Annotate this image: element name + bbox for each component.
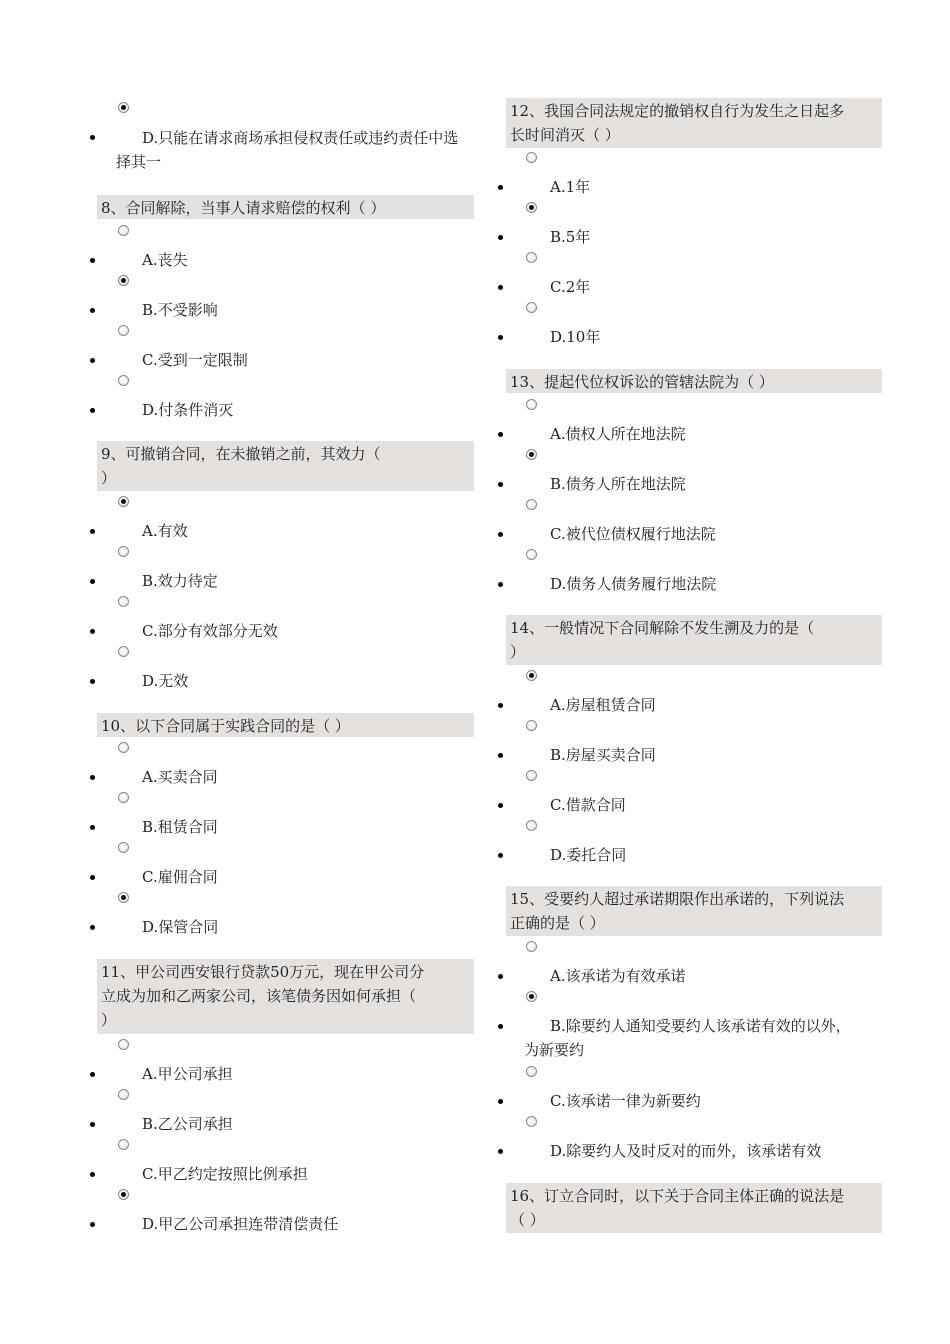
- option-text: D.委托合同: [550, 846, 627, 864]
- bullet: [90, 1172, 95, 1177]
- bullet: [90, 258, 95, 263]
- option-text: C.2年: [550, 278, 591, 296]
- option-text: D.保管合同: [142, 918, 219, 936]
- option-text: A.甲公司承担: [142, 1065, 233, 1083]
- option-text: D.无效: [142, 672, 189, 690]
- option-text: B.房屋买卖合同: [550, 746, 656, 764]
- question-15-title: 15、受要约人超过承诺期限作出承诺的，下列说法: [510, 890, 845, 908]
- radio-q10-option-a[interactable]: [118, 742, 129, 753]
- question-13-header: [506, 369, 882, 393]
- option-q15-c: [550, 1089, 701, 1113]
- option-q11-a: [142, 1062, 233, 1086]
- bullet: [90, 679, 95, 684]
- bullet: [90, 825, 95, 830]
- option-text: D.只能在请求商场承担侵权责任或违约责任中选择其一: [116, 129, 459, 171]
- bullet: [498, 335, 503, 340]
- option-q13-d: [550, 572, 716, 596]
- bullet: [90, 1122, 95, 1127]
- radio-q8-option-a[interactable]: [118, 225, 129, 236]
- option-q12-a: [550, 175, 590, 199]
- bullet: [90, 408, 95, 413]
- question-13-title: 13、提起代位权诉讼的管辖法院为（ ）: [510, 373, 774, 391]
- question-14-title: 14、一般情况下合同解除不发生溯及力的是（: [510, 619, 815, 637]
- option-q8-b: [142, 298, 218, 322]
- bullet: [90, 308, 95, 313]
- radio-q12-option-a[interactable]: [526, 152, 537, 163]
- bullet: [90, 529, 95, 534]
- question-14-header: [506, 615, 882, 665]
- bullet: [90, 1222, 95, 1227]
- option-text: A.该承诺为有效承诺: [550, 967, 686, 985]
- question-16-title: 16、订立合同时，以下关于合同主体正确的说法是: [510, 1187, 845, 1205]
- radio-q10-option-d[interactable]: [118, 892, 129, 903]
- question-12-title-line2: 长时间消灭（ ）: [510, 126, 620, 144]
- option-q11-d: [142, 1212, 338, 1236]
- question-12-header: [506, 98, 882, 148]
- option-text-line2: 为新要约: [524, 1041, 585, 1059]
- option-text: B.租赁合同: [142, 818, 218, 836]
- radio-q11-option-b[interactable]: [118, 1089, 129, 1100]
- radio-q9-option-b[interactable]: [118, 546, 129, 557]
- option-text: C.部分有效部分无效: [142, 622, 278, 640]
- option-text: A.房屋租赁合同: [550, 696, 656, 714]
- bullet: [90, 1072, 95, 1077]
- radio-q13-option-d[interactable]: [526, 549, 537, 560]
- bullet: [498, 1099, 503, 1104]
- option-text: B.乙公司承担: [142, 1115, 233, 1133]
- option-q14-a: [550, 693, 656, 717]
- option-q8-a: [142, 248, 188, 272]
- option-q14-b: [550, 743, 656, 767]
- option-q10-d: [142, 915, 218, 939]
- option-text: B.除要约人通知受要约人该承诺有效的以外，: [550, 1017, 851, 1035]
- question-8-title: 8、合同解除，当事人请求赔偿的权利（ ）: [101, 199, 386, 217]
- option-text: C.雇佣合同: [142, 868, 218, 886]
- radio-q8-option-c[interactable]: [118, 325, 129, 336]
- option-text: C.受到一定限制: [142, 351, 248, 369]
- bullet: [498, 803, 503, 808]
- option-q11-b: [142, 1112, 233, 1136]
- question-12-title: 12、我国合同法规定的撤销权自行为发生之日起多: [510, 102, 845, 120]
- option-q9-a: [142, 519, 188, 543]
- question-11-title-line3: ）: [101, 1011, 117, 1029]
- question-16-title-line2: （ ）: [510, 1211, 545, 1229]
- option-text: A.有效: [142, 522, 188, 540]
- radio-q15-option-a[interactable]: [526, 941, 537, 952]
- option-text: C.该承诺一律为新要约: [550, 1092, 701, 1110]
- bullet: [498, 853, 503, 858]
- radio-q15-option-c[interactable]: [526, 1066, 537, 1077]
- bullet: [498, 1149, 503, 1154]
- option-q15-a: [550, 964, 686, 988]
- bullet: [498, 482, 503, 487]
- question-8-header: [97, 195, 474, 219]
- option-text: A.丧失: [142, 251, 188, 269]
- option-text: B.债务人所在地法院: [550, 475, 686, 493]
- option-text: B.5年: [550, 228, 591, 246]
- option-text: D.除要约人及时反对的而外，该承诺有效: [550, 1142, 822, 1160]
- radio-q10-option-b[interactable]: [118, 792, 129, 803]
- bullet: [498, 432, 503, 437]
- option-q8-c: [142, 348, 248, 372]
- option-q9-d: [142, 669, 188, 693]
- radio-q14-option-b[interactable]: [526, 720, 537, 731]
- radio-q9-option-a[interactable]: [118, 496, 129, 507]
- option-text: D.付条件消灭: [142, 401, 234, 419]
- radio-q14-option-c[interactable]: [526, 770, 537, 781]
- bullet: [90, 579, 95, 584]
- radio-q12-option-c[interactable]: [526, 252, 537, 263]
- question-10-title: 10、以下合同属于实践合同的是（ ）: [101, 717, 350, 735]
- question-9-header: [97, 441, 474, 491]
- option-q10-b: [142, 815, 218, 839]
- option-text: D.10年: [550, 328, 601, 346]
- option-text: D.债务人债务履行地法院: [550, 575, 717, 593]
- option-top-d: [116, 126, 466, 174]
- radio-q9-option-d[interactable]: [118, 646, 129, 657]
- radio-q13-option-c[interactable]: [526, 499, 537, 510]
- radio-q10-option-c[interactable]: [118, 842, 129, 853]
- bullet: [498, 703, 503, 708]
- bullet: [90, 775, 95, 780]
- option-text: C.被代位债权履行地法院: [550, 525, 716, 543]
- option-q15-b: [524, 1014, 851, 1062]
- option-q14-c: [550, 793, 626, 817]
- question-9-title: 9、可撤销合同，在未撤销之前，其效力（: [101, 445, 381, 463]
- option-text: B.效力待定: [142, 572, 218, 590]
- bullet: [90, 135, 95, 140]
- option-q14-d: [550, 843, 626, 867]
- radio-q12-option-b[interactable]: [526, 202, 537, 213]
- option-text: B.不受影响: [142, 301, 218, 319]
- radio-q9-option-c[interactable]: [118, 596, 129, 607]
- bullet: [498, 285, 503, 290]
- bullet: [498, 1024, 503, 1029]
- bullet: [498, 185, 503, 190]
- radio-q11-option-c[interactable]: [118, 1139, 129, 1150]
- radio-top-option-d[interactable]: [118, 102, 129, 113]
- option-q9-b: [142, 569, 218, 593]
- bullet: [90, 629, 95, 634]
- radio-q14-option-a[interactable]: [526, 670, 537, 681]
- radio-q15-option-d[interactable]: [526, 1116, 537, 1127]
- question-11-title: 11、甲公司西安银行贷款50万元，现在甲公司分: [101, 963, 425, 981]
- radio-q8-option-d[interactable]: [118, 375, 129, 386]
- option-text: A.1年: [550, 178, 591, 196]
- bullet: [90, 358, 95, 363]
- bullet: [498, 235, 503, 240]
- question-14-title-line2: ）: [510, 643, 526, 661]
- option-q10-a: [142, 765, 218, 789]
- option-text: A.买卖合同: [142, 768, 218, 786]
- radio-q13-option-b[interactable]: [526, 449, 537, 460]
- option-q13-c: [550, 522, 716, 546]
- option-q12-b: [550, 225, 590, 249]
- option-q12-d: [550, 325, 600, 349]
- option-q8-d: [142, 398, 233, 422]
- question-15-title-line2: 正确的是（ ）: [510, 914, 605, 932]
- option-q11-c: [142, 1162, 308, 1186]
- option-q9-c: [142, 619, 278, 643]
- bullet: [498, 582, 503, 587]
- radio-q8-option-b[interactable]: [118, 275, 129, 286]
- bullet: [498, 974, 503, 979]
- option-text: A.债权人所在地法院: [550, 425, 686, 443]
- bullet: [90, 875, 95, 880]
- option-text: C.甲乙约定按照比例承担: [142, 1165, 308, 1183]
- radio-q11-option-d[interactable]: [118, 1189, 129, 1200]
- question-11-title-line2: 立成为加和乙两家公司，该笔债务因如何承担（: [101, 987, 417, 1005]
- bullet: [498, 753, 503, 758]
- radio-q15-option-b[interactable]: [526, 991, 537, 1002]
- radio-q13-option-a[interactable]: [526, 399, 537, 410]
- radio-q12-option-d[interactable]: [526, 302, 537, 313]
- bullet: [498, 532, 503, 537]
- bullet: [90, 925, 95, 930]
- option-q10-c: [142, 865, 218, 889]
- question-16-header: [506, 1183, 882, 1233]
- option-q15-d: [550, 1139, 821, 1163]
- option-text: D.甲乙公司承担连带清偿责任: [142, 1215, 339, 1233]
- question-15-header: [506, 886, 882, 936]
- question-9-title-line2: ）: [101, 469, 117, 487]
- option-text: C.借款合同: [550, 796, 626, 814]
- radio-q11-option-a[interactable]: [118, 1039, 129, 1050]
- question-11-header: [97, 959, 474, 1034]
- radio-q14-option-d[interactable]: [526, 820, 537, 831]
- question-10-header: [97, 713, 474, 737]
- option-q12-c: [550, 275, 590, 299]
- option-q13-a: [550, 422, 686, 446]
- option-q13-b: [550, 472, 686, 496]
